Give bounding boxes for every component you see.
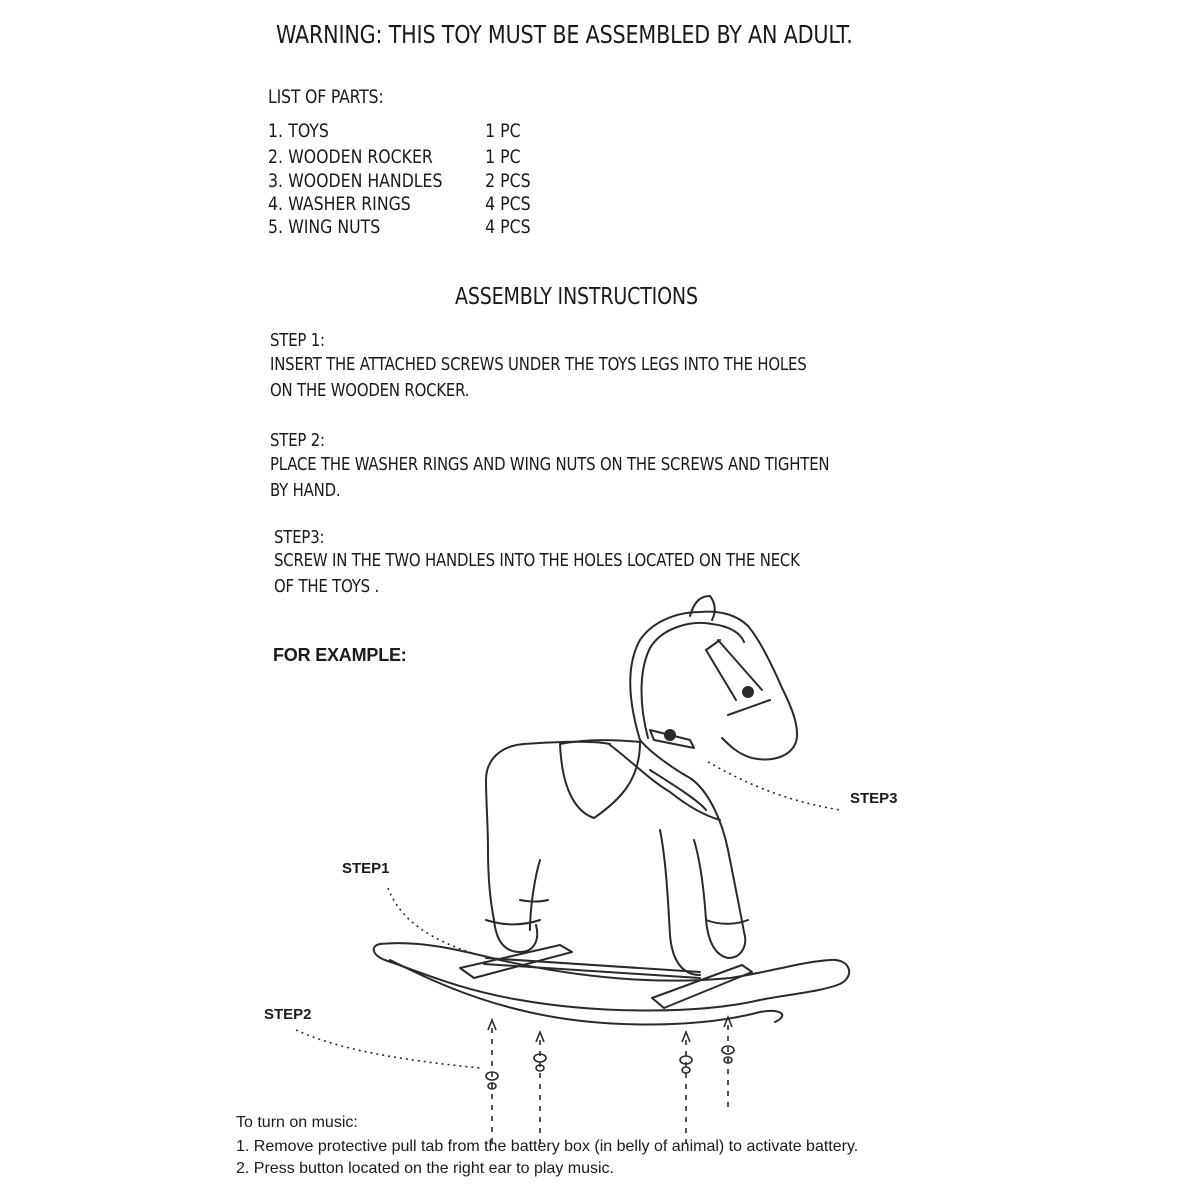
step-1-text-line-1: INSERT THE ATTACHED SCREWS UNDER THE TOYS LEGS INTO THE HOLES bbox=[270, 354, 807, 375]
part-number: 5. bbox=[268, 216, 284, 238]
step3-callout-label: STEP3 bbox=[850, 790, 898, 807]
horse-eye bbox=[743, 687, 753, 697]
rocker-top-edge bbox=[374, 943, 849, 1010]
horse-chest-strap bbox=[650, 770, 706, 810]
part-number: 2. bbox=[268, 146, 284, 168]
part-name: WOODEN HANDLES bbox=[288, 170, 443, 192]
step2-callout-label: STEP2 bbox=[264, 1006, 312, 1023]
step3-leader-line bbox=[708, 762, 840, 810]
step-3-text-line-2: OF THE TOYS . bbox=[274, 576, 380, 597]
horse-bridle bbox=[706, 640, 770, 715]
for-example-label: FOR EXAMPLE: bbox=[273, 645, 407, 665]
horse-saddle bbox=[560, 740, 640, 818]
part-number: 3. bbox=[268, 170, 284, 192]
step-1-heading: STEP 1: bbox=[270, 330, 325, 351]
step1-callout-label: STEP1 bbox=[342, 860, 390, 877]
horse-hoof-bands bbox=[486, 900, 748, 925]
part-name: WASHER RINGS bbox=[288, 193, 411, 215]
wing-nut-3 bbox=[680, 1056, 692, 1073]
parts-list-title: LIST OF PARTS: bbox=[268, 86, 384, 108]
part-name: WING NUTS bbox=[288, 216, 381, 238]
screw-guide-lines bbox=[492, 1025, 728, 1150]
part-name: WOODEN ROCKER bbox=[288, 146, 433, 168]
music-instruction-2: 2. Press button located on the right ear to play music. bbox=[236, 1160, 614, 1177]
part-number: 4. bbox=[268, 193, 284, 215]
rocker-base-front bbox=[460, 945, 572, 978]
step-2-text-line-1: PLACE THE WASHER RINGS AND WING NUTS ON THE SCREWS AND TIGHTEN bbox=[270, 454, 830, 475]
part-quantity: 4 PCS bbox=[485, 193, 531, 215]
part-name: TOYS bbox=[288, 120, 329, 142]
part-number: 1. bbox=[268, 120, 284, 142]
step-2-text-line-2: BY HAND. bbox=[270, 480, 341, 501]
horse-head-outline bbox=[630, 612, 797, 760]
warning-heading: WARNING: THIS TOY MUST BE ASSEMBLED BY AN ADULT. bbox=[276, 20, 853, 49]
wing-nut-2 bbox=[534, 1054, 546, 1071]
step2-leader-line bbox=[296, 1030, 480, 1068]
part-quantity: 1 PC bbox=[485, 146, 521, 168]
music-instruction-1: 1. Remove protective pull tab from the battery box (in belly of animal) to activate battery. bbox=[236, 1138, 859, 1155]
horse-leg-front-right bbox=[660, 830, 700, 975]
horse-mane bbox=[642, 623, 745, 738]
horse-ear bbox=[690, 596, 715, 620]
music-instructions-title: To turn on music: bbox=[236, 1114, 358, 1131]
step-2-heading: STEP 2: bbox=[270, 430, 325, 451]
screw-arrows bbox=[488, 1017, 732, 1042]
step-1-text-line-2: ON THE WOODEN ROCKER. bbox=[270, 380, 470, 401]
rocker-base-back bbox=[652, 965, 752, 1008]
step-3-heading: STEP3: bbox=[274, 527, 325, 548]
part-quantity: 2 PCS bbox=[485, 170, 531, 192]
part-quantity: 4 PCS bbox=[485, 216, 531, 238]
assembly-instructions-title: ASSEMBLY INSTRUCTIONS bbox=[455, 284, 698, 310]
step-3-text-line-1: SCREW IN THE TWO HANDLES INTO THE HOLES LOCATED ON THE NECK bbox=[274, 550, 800, 571]
part-quantity: 1 PC bbox=[485, 120, 521, 142]
horse-neck-strap bbox=[610, 745, 720, 820]
